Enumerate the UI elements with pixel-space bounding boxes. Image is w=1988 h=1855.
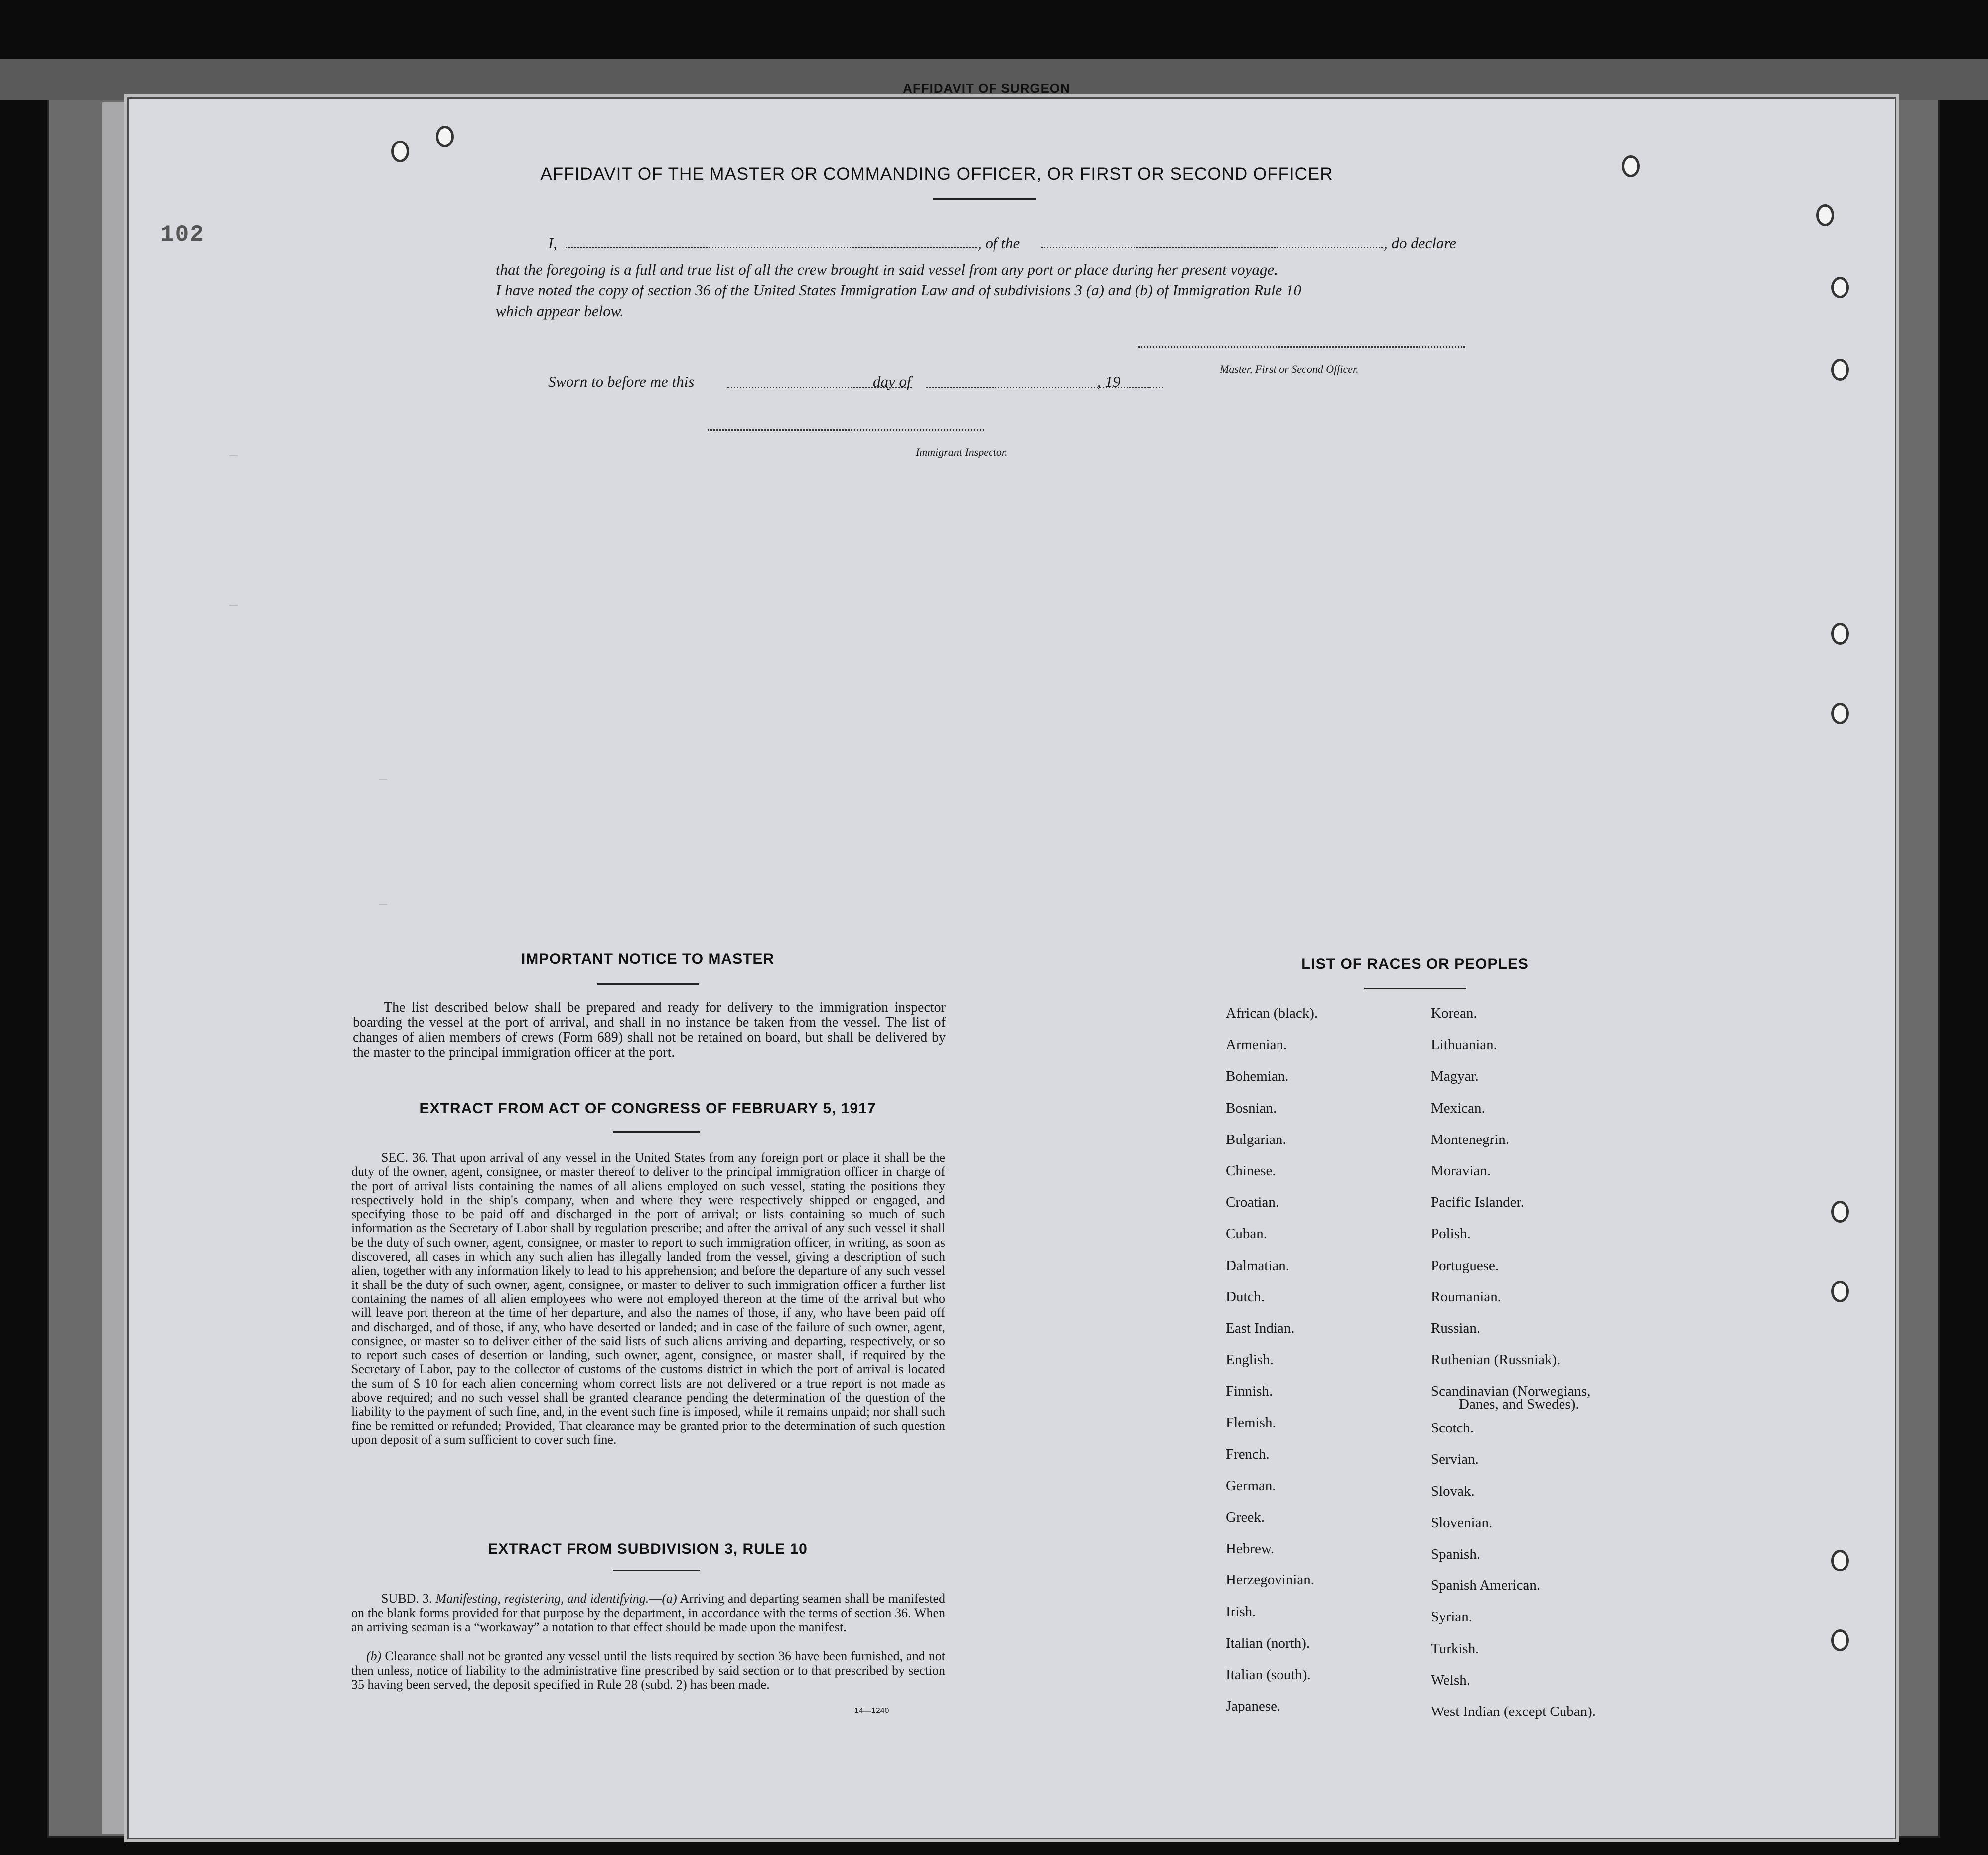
notice-rule: [597, 983, 699, 985]
race-entry: Spanish.: [1431, 1546, 1481, 1562]
race-entry: Ruthenian (Russniak).: [1431, 1352, 1561, 1368]
race-entry: Irish.: [1226, 1603, 1256, 1620]
races-column-2: [1431, 1005, 1640, 1735]
race-entry: Servian.: [1431, 1451, 1479, 1468]
officer-signature-label: Master, First or Second Officer.: [1220, 363, 1359, 375]
race-entry: Dalmatian.: [1226, 1257, 1290, 1274]
rule-para-a: SUBD. 3. Manifesting, registering, and identifying.—(a) Arriving and departing seamen shall be manifested on the blank forms provided for that purpose by the department, in accordance with the terms of section 36. When an arriving seaman is a “workaway” a notation to that effect should be made upon the manifest.: [351, 1591, 945, 1634]
binder-hole-icon: [1831, 359, 1849, 381]
binder-hole-icon: [1831, 623, 1849, 645]
race-entry: Magyar.: [1431, 1068, 1479, 1085]
race-entry: Chinese.: [1226, 1162, 1276, 1179]
race-entry: Croatian.: [1226, 1194, 1279, 1211]
race-entry: West Indian (except Cuban).: [1431, 1703, 1596, 1719]
header-label: AFFIDAVIT OF SURGEON: [903, 81, 1070, 96]
affidavit-line-2: that the foregoing is a full and true list of all the crew brought in said vessel from any port or place during her present voyage.: [496, 261, 1278, 278]
act-extract-title: EXTRACT FROM ACT OF CONGRESS OF FEBRUARY 5, 1917: [419, 1100, 876, 1117]
race-entry: Japanese.: [1226, 1698, 1281, 1714]
binder-hole-icon: [1831, 703, 1849, 724]
races-continuation: Danes, and Swedes).: [1459, 1396, 1579, 1412]
races-column-1: [1226, 1005, 1415, 1729]
binder-hole-icon: [436, 126, 454, 147]
affidavit-line-3: I have noted the copy of section 36 of the United States Immigration Law and of subdivisions 3 (a) and (b) of Immigration Rule 10: [496, 282, 1301, 299]
officer-signature-field[interactable]: [1138, 346, 1465, 348]
binder-hole-icon: [1831, 1281, 1849, 1302]
notice-title: IMPORTANT NOTICE TO MASTER: [521, 951, 775, 967]
bleed-through-mark: —: [229, 448, 238, 464]
year-label: , 19: [1097, 373, 1121, 390]
act-extract-text: SEC. 36. That upon arrival of any vessel in the United States from any foreign port or place it shall be the duty of the owner, agent, consignee, or master thereof to deliver to the principal immigration officer in charge of the port of arrival lists containing the names of all aliens employed on such vessel, stating the positions they respectively hold in the ship's company, when and where they were respectively shipped or engaged, and specifying those to be paid off and discharged in the port of arrival; or lists containing so much of such information as the Secretary of Labor shall by regulation prescribe; and after the arrival of any such vessel it shall be the duty of such owner, agent, consignee, or master to report to such immigration officer, in writing, as soon as discovered, all cases in which any such alien has illegally landed from the vessel, giving a description of such alien, together with any information likely to lead to his apprehension; and before the departure of any such vessel it shall be the duty of such owner, agent, consignee, or master to deliver to such immigration officer a further list containing the names of all alien employees who were not employed thereon at the time of the arrival but who will leave port thereon at the time of her departure, and also the names of those, if any, who have been paid off and discharged, and of those, if any, who have deserted or landed; and in case of the failure of such owner, agent, consignee, or master so to deliver either of the said lists of such aliens arriving and departing, respectively, or so to report such cases of desertion or landing, such owner, agent, consignee, or master shall, if required by the Secretary of Labor, pay to the collector of customs of the customs district in which the port of arrival is located the sum of $ 10 for each alien concerning whom correct lists are not delivered or a true report is not made as above required; and no such vessel shall be granted clearance pending the determination of the question of the liability to the payment of such fine, and, in the event such fine is imposed, while it remains unpaid; nor shall such fine be remitted or refunded; Provided, That clearance may be granted prior to the determination of such question upon deposit of a sum sufficient to cover such fine.: [351, 1150, 945, 1447]
race-entry: Syrian.: [1431, 1609, 1472, 1625]
binder-hole-icon: [1831, 1629, 1849, 1651]
para-b-mark: (b): [366, 1649, 382, 1663]
race-entry: Herzegovinian.: [1226, 1572, 1314, 1588]
vessel-label: , of the: [978, 234, 1020, 252]
affidavit-title: AFFIDAVIT OF THE MASTER OR COMMANDING OFFICER, OR FIRST OR SECOND OFFICER: [540, 164, 1333, 184]
race-entry: Armenian.: [1226, 1037, 1287, 1053]
race-entry: Mexican.: [1431, 1100, 1485, 1116]
races-title: LIST OF RACES OR PEOPLES: [1301, 956, 1529, 972]
binder-hole-icon: [1831, 1550, 1849, 1571]
race-entry: Scandinavian (Norwegians,: [1431, 1383, 1591, 1400]
binder-hole-icon: [1622, 155, 1640, 177]
race-entry: African (black).: [1226, 1005, 1318, 1021]
bleed-through-mark: —: [379, 772, 387, 788]
race-entry: Finnish.: [1226, 1383, 1273, 1400]
declare-label: , do declare: [1384, 234, 1457, 252]
declarant-label: I,: [548, 234, 558, 252]
race-entry: Bosnian.: [1226, 1100, 1277, 1116]
day-of-label: day of: [873, 373, 911, 390]
para-a-mark: (a): [662, 1591, 677, 1606]
vessel-name-field[interactable]: [1041, 247, 1383, 248]
race-entry: Italian (south).: [1226, 1666, 1311, 1683]
race-entry: Welsh.: [1431, 1672, 1471, 1688]
race-entry: Slovak.: [1431, 1483, 1475, 1499]
act-extract-rule: [613, 1131, 700, 1133]
race-entry: English.: [1226, 1352, 1274, 1368]
race-entry: Slovenian.: [1431, 1514, 1493, 1531]
rule-extract-title: EXTRACT FROM SUBDIVISION 3, RULE 10: [488, 1541, 808, 1557]
race-entry: Lithuanian.: [1431, 1037, 1497, 1053]
race-entry: Portuguese.: [1431, 1257, 1499, 1274]
race-entry: Scotch.: [1431, 1420, 1474, 1436]
race-entry: Bohemian.: [1226, 1068, 1289, 1085]
race-entry: Montenegrin.: [1431, 1131, 1510, 1147]
rule-extract-rule: [613, 1570, 700, 1571]
rule-para-b: [351, 1649, 945, 1692]
race-entry: Flemish.: [1226, 1415, 1276, 1431]
race-entry: Greek.: [1226, 1509, 1265, 1525]
sworn-label: Sworn to before me this: [548, 373, 695, 390]
race-entry: Spanish American.: [1431, 1577, 1541, 1594]
title-rule: [933, 198, 1036, 200]
race-entry: Dutch.: [1226, 1288, 1265, 1305]
race-entry: Polish.: [1431, 1226, 1471, 1242]
binder-hole-icon: [1831, 277, 1849, 298]
inspector-signature-field[interactable]: [708, 429, 984, 431]
race-entry: Korean.: [1431, 1005, 1477, 1021]
race-entry: East Indian.: [1226, 1320, 1295, 1336]
affidavit-text: [496, 259, 1472, 322]
binder-hole-icon: [1831, 1201, 1849, 1223]
race-entry: Pacific Islander.: [1431, 1194, 1524, 1211]
para-a-text: Arriving and departing seamen shall be manifested on the blank forms provided for that purpose by the department, in accordance with the terms of section 36. When an arriving seaman is a “workaway” a notation to that effect should be made upon the manifest.: [351, 1591, 945, 1634]
form-number: 14—1240: [854, 1707, 889, 1715]
race-entry: Russian.: [1431, 1320, 1481, 1336]
race-entry: French.: [1226, 1446, 1270, 1462]
race-entry: Moravian.: [1431, 1162, 1491, 1179]
race-entry: German.: [1226, 1477, 1276, 1494]
inspector-signature-label: Immigrant Inspector.: [916, 446, 1008, 458]
race-entry: Italian (north).: [1226, 1635, 1310, 1651]
race-entry: Roumanian.: [1431, 1288, 1501, 1305]
bleed-through-mark: —: [229, 598, 238, 613]
race-entry: Cuban.: [1226, 1226, 1267, 1242]
notice-text: The list described below shall be prepared and ready for delivery to the immigration inspector boarding the vessel at the port of arrival, and shall in no instance be taken from the vessel. The list of changes of alien members of crews (Form 689) shall not be retained on board, but shall be delivered by the master to the principal immigration officer at the port.: [353, 1000, 946, 1060]
subd-heading: Manifesting, registering, and identifying.: [435, 1591, 649, 1606]
margin-number: 102: [160, 222, 205, 248]
race-entry: Bulgarian.: [1226, 1131, 1286, 1147]
race-entry: Turkish.: [1431, 1640, 1479, 1657]
binder-hole-icon: [391, 141, 409, 162]
declarant-name-field[interactable]: [566, 247, 977, 248]
affidavit-line-4: which appear below.: [496, 302, 624, 320]
sworn-year-field[interactable]: [1129, 387, 1163, 388]
para-b-text: Clearance shall not be granted any vessel until the lists required by section 36 have been furnished, and not then unless, notice of liability to the administrative fine prescribed by said section or to that prescribed by section 35 having been served, the deposit specified in Rule 28 (subd. 2) has been made.: [351, 1649, 945, 1692]
subd-lead: SUBD. 3.: [381, 1591, 432, 1606]
race-entry: Hebrew.: [1226, 1541, 1275, 1557]
bleed-through-mark: —: [379, 897, 387, 912]
races-rule: [1364, 988, 1466, 989]
binder-hole-icon: [1816, 204, 1834, 226]
